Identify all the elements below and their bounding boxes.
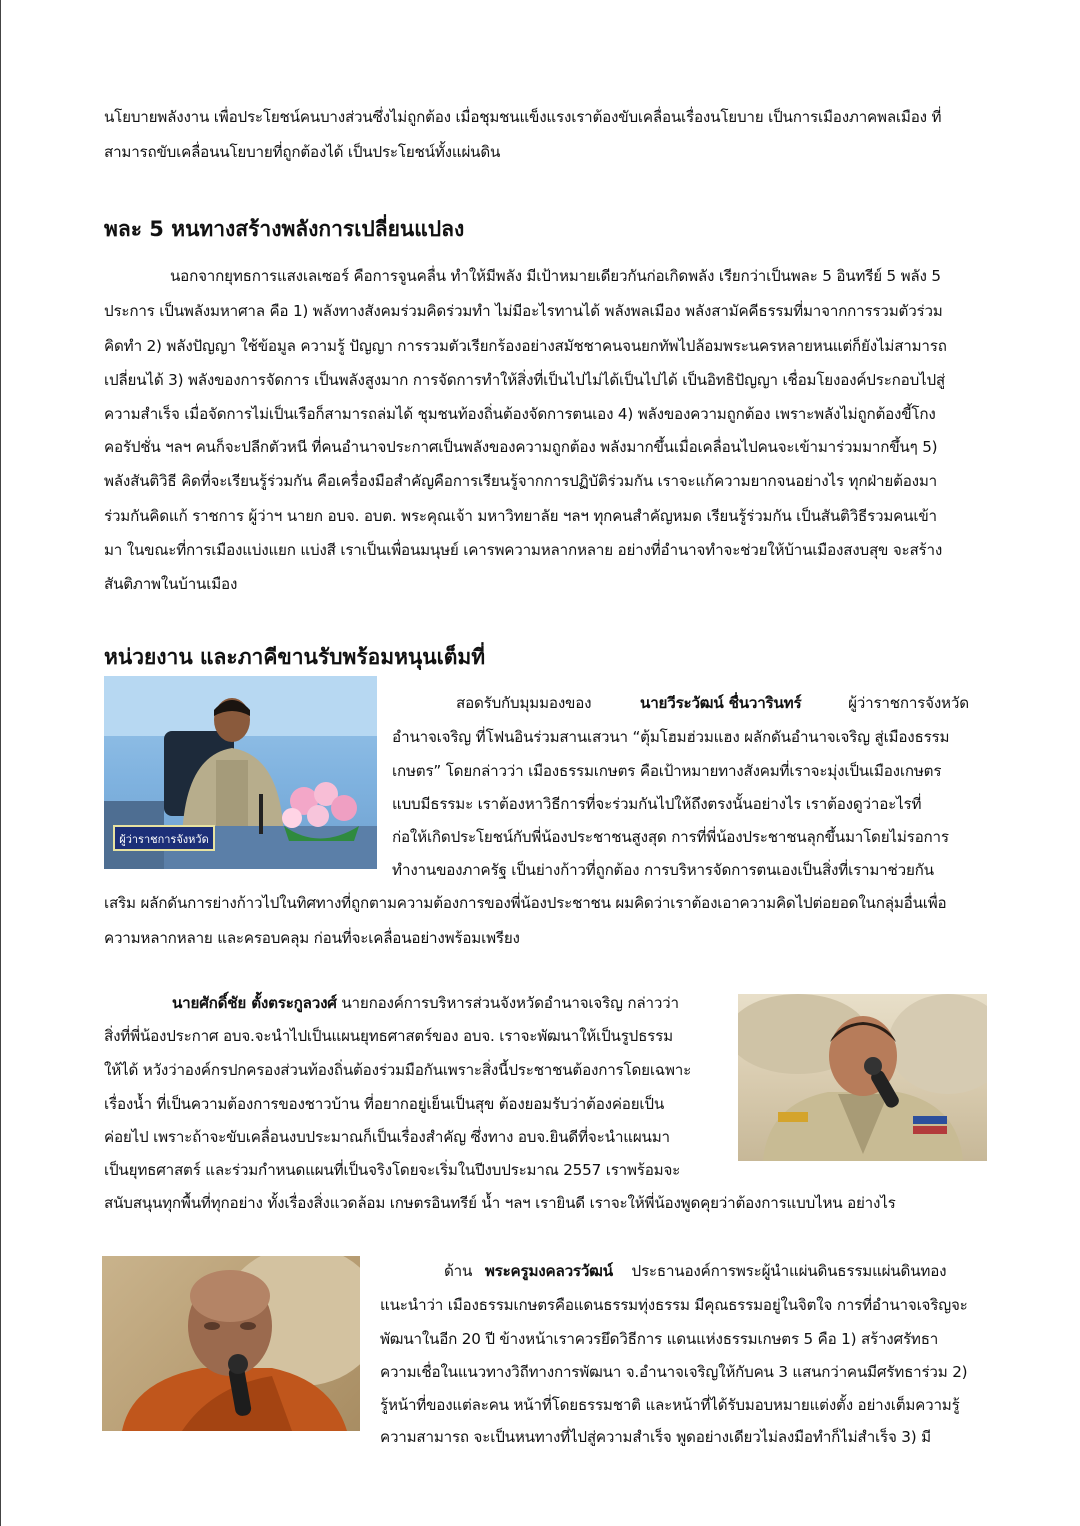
intro-line: นโยบายพลังงาน เพื่อประโยชน์คนบางส่วนซึ่งไม่ถูกต้อง เมื่อชุมชนแข็งแรงเราต้องขับเคลื่อนเรื่องนโยบาย เป็นการเมืองภาคพลเมือง ที่ [104, 108, 942, 126]
paragraph-line: มา ในขณะที่การเมืองแบ่งแยก แบ่งสี เราเป็นเพื่อนมนุษย์ เคารพความหลากหลาย อย่างที่อำนาจทำจะช่วยให้บ้านเมืองสงบสุข จะสร้าง [104, 541, 943, 559]
paragraph-line: อำนาจเจริญ ที่โฟนอินร่วมสานเสวนา “ตุ้มโฮมฮ่วมแฮง ผลักดันอำนาจเจริญ สู่เมืองธรรม [392, 728, 950, 746]
paragraph-line: คอรัปชั่น ฯลฯ คนก็จะปลีกตัวหนี ที่คนอำนาจประกาศเป็นพลังของความถูกต้อง พลังมากขึ้นเมื่อเคลื่อนไปคนจะเข้ามาร่วมมากขึ้นๆ 5) [104, 438, 938, 456]
paragraph-line: สิ่งที่พี่น้องประกาศ อบจ.จะนำไปเป็นแผนยุทธศาสตร์ของ อบจ. เราจะพัฒนาให้เป็นรูปธรรม [104, 1027, 673, 1045]
paragraph-line: ทำงานของภาครัฐ เป็นย่างก้าวที่ถูกต้อง การบริหารจัดการตนเองเป็นสิ่งที่เรามาช่วยกัน [392, 861, 934, 879]
paragraph-line: สันติภาพในบ้านเมือง [104, 575, 238, 593]
monk-lead: ด้าน [444, 1262, 473, 1280]
governor-lead: สอดรับกับมุมมองของ [456, 694, 592, 712]
paragraph-line: พัฒนาในอีก 20 ปี ข้างหน้าเราควรยึดวิธีการ แดนแห่งธรรมเกษตร 5 คือ 1) สร้างศรัทธา [380, 1330, 939, 1348]
paragraph-line: ค่อยไป เพราะถ้าจะขับเคลื่อนงบประมาณก็เป็นเรื่องสำคัญ ซึ่งทาง อบจ.ยินดีที่จะนำแผนมา [104, 1128, 670, 1146]
paragraph-line: ความเชื่อในแนวทางวิถีทางการพัฒนา จ.อำนาจเจริญให้กับคน 3 แสนกว่าคนมีศรัทธาร่วม 2) [380, 1363, 968, 1381]
paragraph-line: พลังสันติวิธี คิดที่จะเรียนรู้ร่วมกัน คือเครื่องมือสำคัญคือการเรียนรู้จากการปฏิบัติร่วมกัน เราจะแก้ความยากจนอย่างไร ทุกฝ่ายต้องมา [104, 472, 938, 490]
governor-intro-line [456, 693, 996, 713]
governor-name: นายวีระวัฒน์ ชื่นวารินทร์ [640, 694, 802, 712]
governor-photo-caption: ผู้ว่าราชการจังหวัด [119, 833, 209, 846]
paragraph-line: สนับสนุนทุกพื้นที่ทุกอย่าง ทั้งเรื่องสิ่งแวดล้อม เกษตรอินทรีย์ น้ำ ฯลฯ เรายินดี เราจะให้พี่น้องพูดคุยว่าต้องการแบบไหน อย่างไร [104, 1194, 896, 1212]
governor-photo [104, 676, 377, 869]
paragraph-line: ความหลากหลาย และครอบคลุม ก่อนที่จะเคลื่อนอย่างพร้อมเพรียง [104, 929, 520, 947]
pao-intro-line [172, 993, 732, 1013]
pao-name: นายศักดิ์ชัย ตั้งตระกูลวงศ์ [172, 994, 337, 1012]
paragraph-line: ร่วมกันคิดแก้ ราชการ ผู้ว่าฯ นายก อบจ. อบต. พระคุณเจ้า มหาวิทยาลัย ฯลฯ ทุกคนสำคัญหมด เรียนรู้ร่วมกัน เป็นสันติวิธีรวมคนเข้า [104, 507, 937, 525]
paragraph-line: รู้หน้าที่ของแต่ละคน หน้าที่โดยธรรมชาติ และหน้าที่ได้รับมอบหมายแต่งตั้ง อย่างเต็มความรู้ [380, 1396, 960, 1414]
paragraph-line: เกษตร” โดยกล่าวว่า เมืองธรรมเกษตร คือเป้าหมายทางสังคมที่เราจะมุ่งเป็นเมืองเกษตร [392, 762, 942, 780]
paragraph-line: เปลี่ยนได้ 3) พลังของการจัดการ เป็นพลังสูงมาก การจัดการทำให้สิ่งที่เป็นไปไม่ได้เป็นไปได้ เป็นอิทธิปัญญา เชื่อมโยงองค์ประกอบไปสู่ [104, 371, 945, 389]
section-heading: หน่วยงาน และภาคีขานรับพร้อมหนุนเต็มที่ [104, 645, 486, 669]
paragraph-line: ก่อให้เกิดประโยชน์กับพี่น้องประชาชนสูงสุด การที่พี่น้องประชาชนลุกขึ้นมาโดยไม่รอการ [392, 828, 949, 846]
page-left-border [0, 0, 1, 1526]
paragraph-line: ความสามารถ จะเป็นหนทางที่ไปสู่ความสำเร็จ พูดอย่างเดียวไม่ลงมือทำก็ไม่สำเร็จ 3) มี [380, 1428, 931, 1446]
monk-name: พระครูมงคลวรวัฒน์ [484, 1262, 613, 1280]
governor-title: ผู้ว่าราชการจังหวัด [848, 694, 969, 712]
pao-chief-photo [738, 994, 987, 1161]
pao-title: นายกองค์การบริหารส่วนจังหวัดอำนาจเจริญ กล่าวว่า [336, 994, 679, 1012]
paragraph-line: เรื่องน้ำ ที่เป็นความต้องการของชาวบ้าน ที่อยากอยู่เย็นเป็นสุข ต้องยอมรับว่าต้องค่อยเป็น [104, 1095, 665, 1113]
monk-title: ประธานองค์การพระผู้นำแผ่นดินธรรมแผ่นดินทอง [631, 1262, 947, 1280]
paragraph-line: คิดทำ 2) พลังปัญญา ใช้ข้อมูล ความรู้ ปัญญา การรวมตัวเรียกร้องอย่างสมัชชาคนจนยกทัพไปล้อมพระนครหลายหนแต่ก็ยังไม่สามารถ [104, 337, 947, 355]
paragraph-line: ประการ เป็นพลังมหาศาล คือ 1) พลังทางสังคมร่วมคิดร่วมทำ ไม่มีอะไรทานได้ พลังพลเมือง พลังสามัคคีธรรมที่มาจากการรวมตัวร่วม [104, 302, 943, 320]
intro-line: สามารถขับเคลื่อนนโยบายที่ถูกต้องได้ เป็นประโยชน์ทั้งแผ่นดิน [104, 143, 501, 161]
paragraph-line: แนะนำว่า เมืองธรรมเกษตรคือแดนธรรมทุ่งธรรม มีคุณธรรมอยู่ในจิตใจ การที่อำนาจเจริญจะ [380, 1296, 968, 1314]
paragraph-line: เป็นยุทธศาสตร์ และร่วมกำหนดแผนที่เป็นจริงโดยจะเริ่มในปีงบประมาณ 2557 เราพร้อมจะ [104, 1161, 681, 1179]
monk-intro-line [444, 1261, 984, 1281]
paragraph-line: เสริม ผลักดันการย่างก้าวไปในทิศทางที่ถูกตามความต้องการของพี่น้องประชาชน ผมคิดว่าเราต้องเอาความคิดไปต่อยอดในกลุ่มอื่นเพื่อ [104, 894, 947, 912]
paragraph-line: นอกจากยุทธการแสงเลเซอร์ คือการจูนคลื่น ทำให้มีพลัง มีเป้าหมายเดียวกันก่อเกิดพลัง เรียกว่าเป็นพละ 5 อินทรีย์ 5 พลัง 5 [170, 267, 941, 285]
paragraph-line: ความสำเร็จ เมื่อจัดการไม่เป็นเรือก็สามารถล่มได้ ชุมชนท้องถิ่นต้องจัดการตนเอง 4) พลังของความถูกต้อง เพราะพลังไม่ถูกต้องขี้โกง [104, 405, 936, 423]
section-heading: พละ 5 หนทางสร้างพลังการเปลี่ยนแปลง [104, 217, 465, 241]
monk-photo [102, 1256, 360, 1431]
paragraph-line: ให้ได้ หวังว่าองค์กรปกครองส่วนท้องถิ่นต้องร่วมมือกันเพราะสิ่งนี้ประชาชนต้องการโดยเฉพาะ [104, 1061, 692, 1079]
paragraph-line: แบบมีธรรมะ เราต้องหาวิธีการที่จะร่วมกันไปให้ถึงตรงนั้นอย่างไร เราต้องดูว่าอะไรที่ [392, 795, 922, 813]
